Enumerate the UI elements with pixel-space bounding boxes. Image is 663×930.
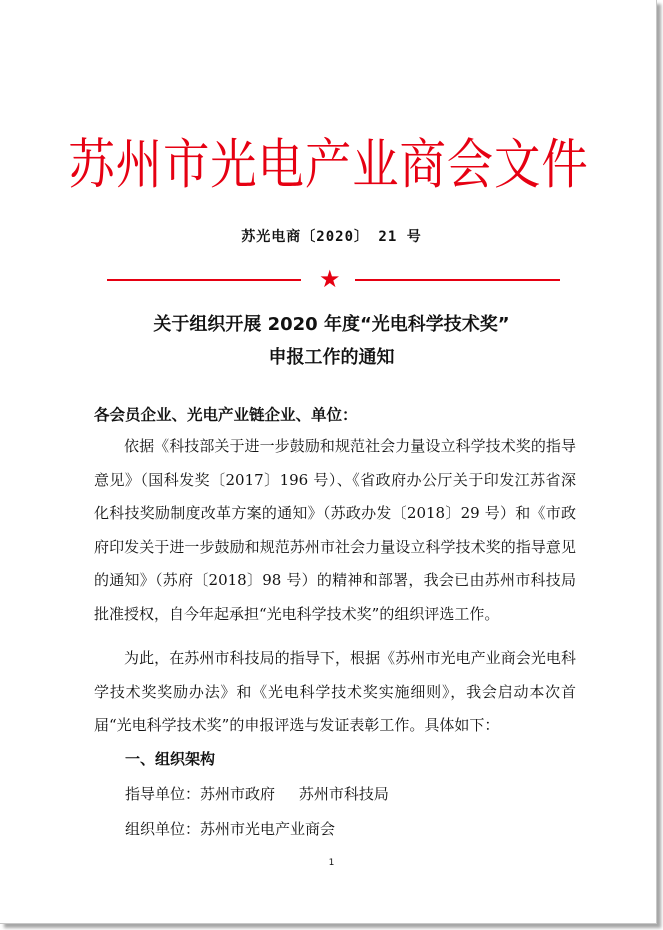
body-paragraph-2: 为此，在苏州市科技局的指导下，根据《苏州市光电产业商会光电科学技术奖奖励办法》和《光电科学技术奖实施细则》，我会启动本次首届“光电科学技术奖”的申报评选与发证表彰工作。具体如下： (94, 649, 576, 735)
red-star-icon: ★ (319, 265, 341, 293)
body-paragraph-1: 依据《科技部关于进一步鼓励和规范社会力量设立科学技术奖的指导意见》（国科发奖〔2017〕196 号）、《省政府办公厅关于印发江苏省深化科技奖励制度改革方案的通知》（苏政办发〔2018〕29 号）和《市政府印发关于进一步鼓励和规范苏州市社会力量设立科学技术奖的指导意见的通知》（苏府〔2018〕98 号）的精神和部署，我会已由苏州市科技局批准授权，自今年起承担“光电科学技术奖”的组织评选工作。 (94, 437, 576, 623)
red-separator (107, 265, 560, 293)
section-heading-organization: 一、组织架构 (125, 750, 216, 768)
guiding-units: 指导单位：苏州市政府 苏州市科技局 (125, 785, 389, 803)
masthead-title: 苏州市光电产业商会文件 (68, 133, 589, 196)
separator-line-left (107, 279, 301, 281)
organizing-unit: 组织单位：苏州市光电产业商会 (125, 820, 336, 838)
separator-line-right (355, 279, 560, 281)
page-number: 1 (328, 858, 335, 868)
notice-title-line2: 申报工作的通知 (268, 347, 395, 368)
document-number: 苏光电商〔2020〕 21 号 (241, 229, 422, 245)
notice-title-line1: 关于组织开展 2020 年度“光电科学技术奖” (153, 314, 510, 335)
salutation: 各会员企业、光电产业链企业、单位： (94, 406, 358, 424)
